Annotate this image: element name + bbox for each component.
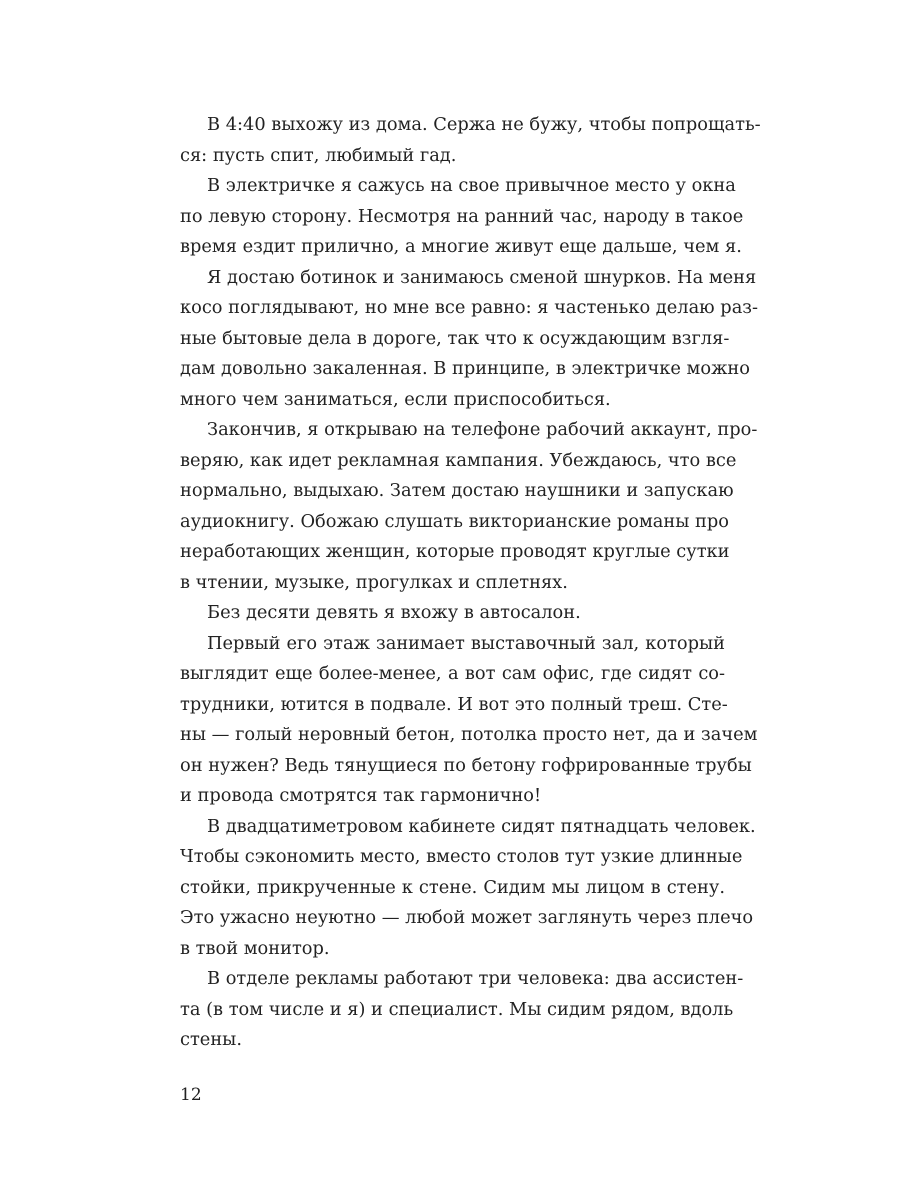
text-line: много чем заниматься, если приспособиться.: [180, 388, 611, 410]
text-line: Чтобы сэкономить место, вместо столов тут узкие длинные: [180, 846, 743, 867]
text-line: по левую сторону. Несмотря на ранний час, народу в такое: [180, 205, 744, 227]
text-line: В электричке я сажусь на свое привычное место у окна: [207, 175, 736, 196]
paragraph: [180, 171, 744, 263]
page-number: 12: [180, 1085, 202, 1105]
paragraph: [180, 812, 756, 965]
paragraph: [180, 415, 758, 598]
paragraph: [180, 110, 761, 171]
text-line: дам довольно закаленная. В принципе, в электричке можно: [180, 358, 750, 379]
text-line: ся: пусть спит, любимый гад.: [180, 144, 457, 166]
text-line: ные бытовые дела в дороге, так что к осуждающим взгля-: [180, 327, 730, 349]
text-line: время ездит прилично, а многие живут еще дальше, чем я.: [180, 236, 742, 257]
text-line: трудники, ютится в подвале. И вот это полный треш. Сте-: [180, 693, 728, 715]
text-line: и провода смотрятся так гармонично!: [180, 785, 542, 806]
text-line: стены.: [180, 1029, 242, 1050]
page-text: [180, 110, 761, 1056]
text-line: веряю, как идет рекламная кампания. Убеждаюсь, что все: [180, 449, 737, 471]
text-line: аудиокнигу. Обожаю слушать викторианские романы про: [180, 510, 729, 532]
text-line: Закончив, я открываю на телефоне рабочий аккаунт, про-: [207, 419, 758, 440]
text-line: Это ужасно неуютно — любой может заглянуть через плечо: [180, 907, 754, 928]
text-line: В 4:40 выхожу из дома. Сержа не бужу, чтобы попрощать-: [207, 114, 761, 135]
text-line: в чтении, музыке, прогулках и сплетнях.: [180, 571, 568, 593]
text-line: выглядит еще более-менее, а вот сам офис, где сидят со-: [180, 663, 725, 684]
text-line: В двадцатиметровом кабинете сидят пятнадцать человек.: [207, 815, 756, 837]
text-line: Без десяти девять я вхожу в автосалон.: [207, 602, 581, 623]
text-line: та (в том числе и я) и специалист. Мы сидим рядом, вдоль: [180, 998, 734, 1020]
paragraph: [180, 964, 744, 1056]
text-line: неработающих женщин, которые проводят круглые сутки: [180, 541, 730, 562]
text-line: он нужен? Ведь тянущиеся по бетону гофрированные трубы: [180, 754, 752, 776]
text-line: стойки, прикрученные к стене. Сидим мы лицом в стену.: [180, 876, 725, 898]
text-line: нормально, выдыхаю. Затем достаю наушники и запускаю: [180, 480, 734, 501]
text-line: Я достаю ботинок и занимаюсь сменой шнурков. На меня: [207, 266, 757, 288]
paragraph: [180, 629, 758, 812]
text-line: В отделе рекламы работают три человека: два ассистен-: [207, 968, 744, 989]
paragraph: [180, 263, 758, 416]
text-line: в твой монитор.: [180, 937, 330, 959]
paragraph: [180, 598, 725, 629]
text-line: Первый его этаж занимает выставочный зал, который: [207, 632, 725, 654]
text-line: косо поглядывают, но мне все равно: я частенько делаю раз-: [180, 297, 758, 318]
text-line: ны — голый неровный бетон, потолка просто нет, да и зачем: [180, 724, 758, 745]
